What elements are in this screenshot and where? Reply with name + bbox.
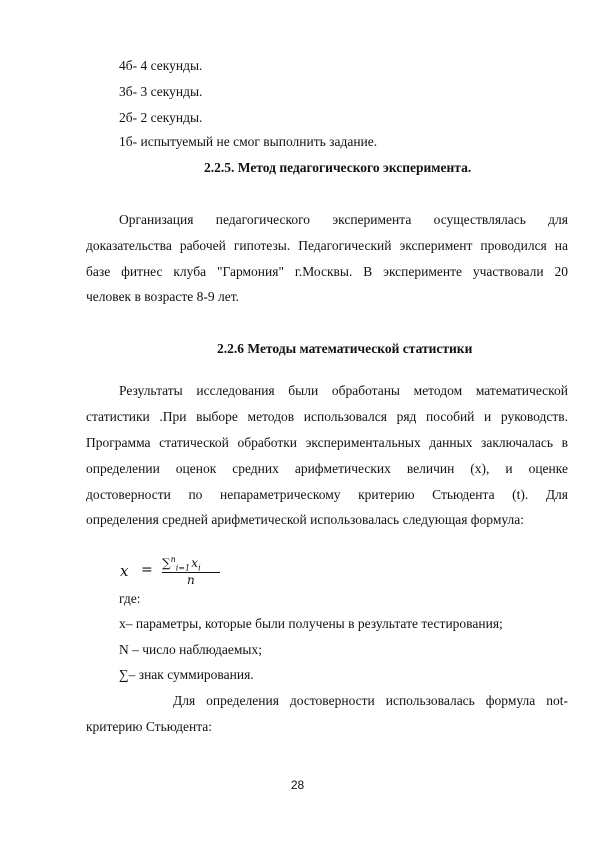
list-item: 2б- 2 секунды. [119,110,203,125]
formula-lhs: x [120,562,129,580]
definition-item: N – число наблюдаемых; [119,642,262,657]
paragraph-line: базе фитнес клуба "Гармония" г.Москвы. В эксперименте участвовали 20 [86,264,568,279]
paragraph-line: Организация педагогического эксперимента осуществлялась для [119,212,568,227]
paragraph-line: Результаты исследования были обработаны методом математической [119,383,568,398]
definition-item: х– параметры, которые были получены в результате тестирования; [119,616,503,631]
paragraph-line: достоверности по непараметрическому критерию Стьюдента (t). Для [86,487,568,502]
paragraph-line: доказательства рабочей гипотезы. Педагогический эксперимент проводился на [86,238,568,253]
list-item: 3б- 3 секунды. [119,84,203,99]
formula-equals: = [141,562,153,578]
section-heading-2-2-5: 2.2.5. Метод педагогического эксперимента. [204,160,472,175]
paragraph-line: статистики .При выборе методов использовался ряд пособий и руководств. [86,409,568,424]
formula-denominator: n [187,573,195,587]
page-number: 28 [290,778,305,792]
paragraph-line: определения средней арифметической использовалась следующая формула: [86,512,525,527]
paragraph-line: критерию Стьюдента: [86,719,213,734]
list-item: 1б- испытуемый не смог выполнить задание. [119,134,378,149]
mean-formula [120,555,240,585]
paragraph-line: определении оценок средних арифметических величин (х), и оценке [86,461,568,476]
paragraph-line: Для определения достоверности использовалась формула not- [173,693,568,708]
definition-item: ∑– знак суммирования. [119,667,254,682]
where-label: где: [119,591,141,606]
formula-numerator: ∑$^n_{i=1}$ $x_i$ [162,555,201,573]
list-item: 4б- 4 секунды. [119,58,203,73]
paragraph-line: Программа статической обработки экспериментальных данных заключалась в [86,435,568,450]
paragraph-line: человек в возрасте 8-9 лет. [86,289,239,304]
section-heading-2-2-6: 2.2.6 Методы математической статистики [217,341,473,356]
